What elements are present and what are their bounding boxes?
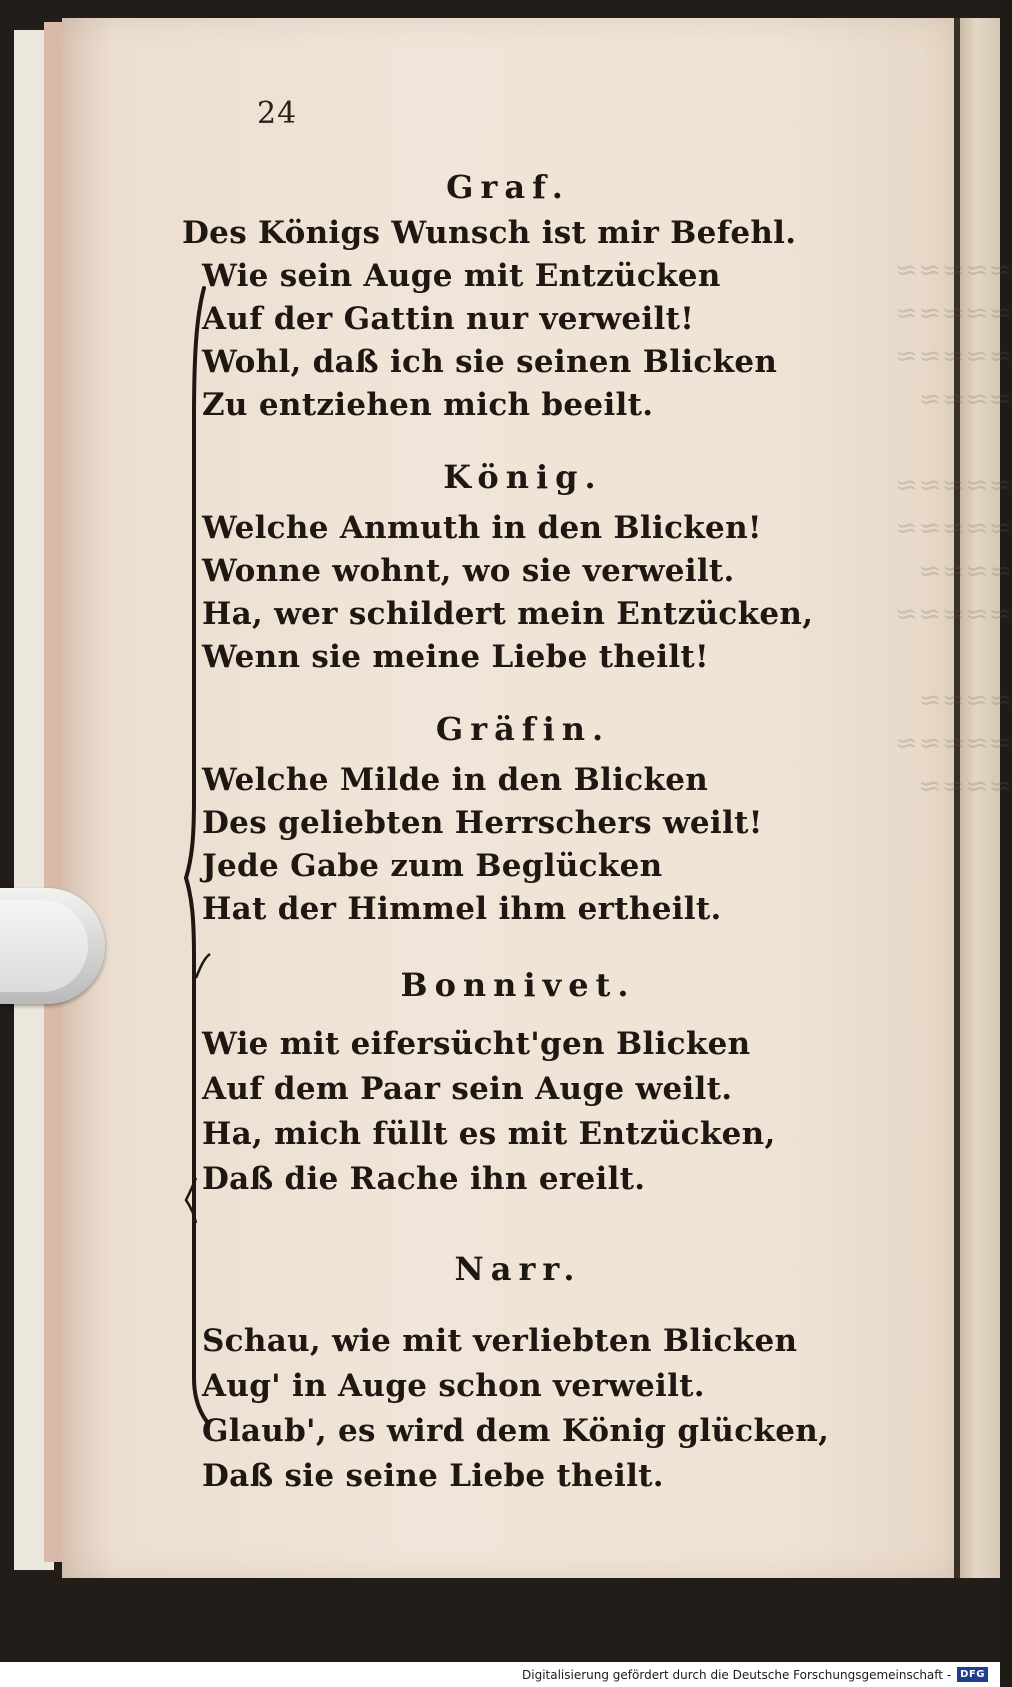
- verse-line: Daß die Rache ihn ereilt.: [202, 1161, 646, 1197]
- speaker-heading: König.: [443, 458, 603, 496]
- dfg-logo: DFG: [957, 1667, 988, 1682]
- verse-line: Des Königs Wunsch ist mir Befehl.: [182, 215, 797, 251]
- verse-line: Wonne wohnt, wo sie verweilt.: [202, 553, 735, 589]
- verse-line: Zu entziehen mich beeilt.: [202, 387, 654, 423]
- speaker-heading: Narr.: [454, 1250, 582, 1288]
- verse-line: Ha, wer schildert mein Entzücken,: [202, 596, 814, 632]
- book-page: [62, 18, 1012, 1578]
- verse-line: Welche Milde in den Blicken: [202, 762, 709, 798]
- speaker-heading: Gräfin.: [435, 710, 611, 748]
- speaker-heading: Bonnivet.: [400, 966, 636, 1004]
- verse-line: Welche Anmuth in den Blicken!: [202, 510, 762, 546]
- verse-line: Auf dem Paar sein Auge weilt.: [202, 1071, 733, 1107]
- verse-line: Schau, wie mit verliebten Blicken: [202, 1323, 798, 1359]
- verse-line: Ha, mich füllt es mit Entzücken,: [202, 1116, 776, 1152]
- verse-line: Wie mit eifersücht'gen Blicken: [202, 1026, 751, 1062]
- verse-line: Daß sie seine Liebe theilt.: [202, 1458, 664, 1494]
- verse-line: Glaub', es wird dem König glücken,: [202, 1413, 830, 1449]
- verse-line: Auf der Gattin nur verweilt!: [202, 301, 695, 337]
- ensemble-brace: [182, 278, 222, 1428]
- verse-line: Wenn sie meine Liebe theilt!: [202, 639, 709, 675]
- digitization-credit: Digitalisierung gefördert durch die Deutsche Forschungsgemeinschaft -: [522, 1667, 952, 1682]
- speaker-heading: Graf.: [446, 168, 570, 206]
- footer-strip: [0, 1662, 1000, 1687]
- bleed-through-text: ≈≈≈≈≈ ≈≈≈≈≈ ≈≈≈≈≈ ≈≈≈≈ ≈≈≈≈≈ ≈≈≈≈≈ ≈≈≈≈ ≈≈≈≈≈ ≈≈≈≈ ≈≈≈≈≈ ≈≈≈≈: [894, 253, 1012, 802]
- verse-line: Wohl, daß ich sie seinen Blicken: [202, 344, 778, 380]
- verse-line: Aug' in Auge schon verweilt.: [202, 1368, 705, 1404]
- verse-line: Des geliebten Herrschers weilt!: [202, 805, 763, 841]
- page-clip-highlight: [0, 900, 88, 992]
- page-number: 24: [257, 96, 298, 131]
- verse-line: Jede Gabe zum Beglücken: [202, 848, 663, 884]
- verse-line: Hat der Himmel ihm ertheilt.: [202, 891, 722, 927]
- verse-line: Wie sein Auge mit Entzücken: [202, 258, 721, 294]
